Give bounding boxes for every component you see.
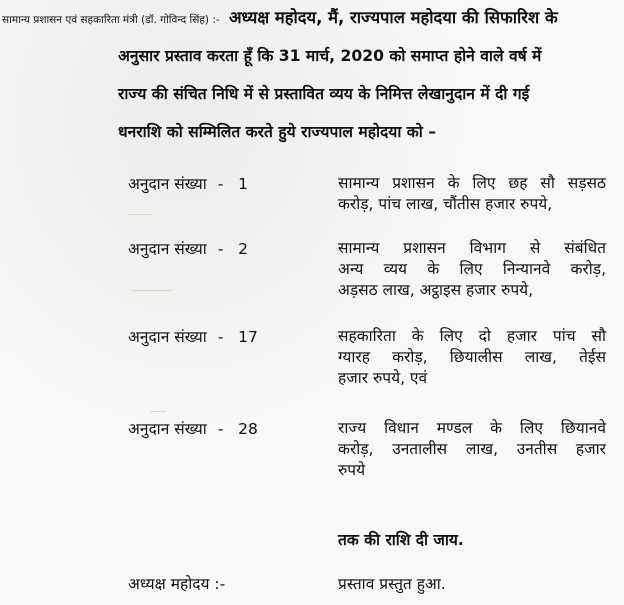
footer-statement: प्रस्ताव प्रस्तुत हुआ. [338,575,446,593]
grant-description-line: करोड़, उनतालीस लाख, उनतीस हजार [338,440,606,458]
grant-number: - 17 [217,328,258,346]
grant-number: - 1 [217,175,248,193]
grant-description [338,418,606,481]
grant-description-line: हजार रुपये, एवं [338,369,428,387]
grant-description-line: अड़सठ लाख, अट्ठाइस हजार रुपये, [338,281,534,299]
grant-description-line: सामान्य प्रशासन के लिए छह सौ सड़सठ [338,174,606,192]
grant-label [128,174,248,194]
intro-line-1 [2,8,558,30]
grant-description-line: सामान्य प्रशासन विभाग से संबंधित [338,239,606,257]
grant-description-line: रुपये [338,461,366,479]
grant-description-line: सहकारिता के लिए दो हजार पांच सौ [338,327,606,345]
grant-description-line: अन्य व्यय के लिए निन्यानवे करोड़, [338,260,606,278]
grant-label [128,327,258,347]
intro-line-2: अनुसार प्रस्ताव करता हूँ कि 31 मार्च, 2020 को समाप्त होने वाले वर्ष में [118,47,542,65]
intro-line-3: राज्य की संचित निधि में से प्रस्तावित व्यय के निमित्त लेखानुदान में दी गई [118,85,530,103]
grant-number: - 28 [217,420,258,438]
grant-label-text: अनुदान संख्या [128,175,207,193]
grant-description [338,238,606,301]
grant-description [338,173,606,215]
closing-line: तक की राशि दी जाय. [338,531,464,549]
grant-description-line: ग्यारह करोड़, छियालीस लाख, तेईस [338,348,606,366]
footer-speaker: अध्यक्ष महोदय :- [128,575,226,593]
grant-label [128,419,258,439]
speaker-name: सामान्य प्रशासन एवं सहकारिता मंत्री (डॉ. गोविन्द सिंह) :- [2,14,220,26]
grant-description [338,326,606,389]
bleed-through-mark: ─── [128,208,152,223]
intro-text: अध्यक्ष महोदय, मैं, राज्यपाल महोदया की सिफारिश के [228,8,558,27]
grant-number: - 2 [217,240,248,258]
grant-label-text: अनुदान संख्या [128,328,207,346]
intro-line-4: धनराशि को सम्मिलित करते हुये राज्यपाल महोदया को – [118,123,437,141]
grant-description-line: करोड़, पांच लाख, चौंतीस हजार रुपये, [338,195,553,213]
grant-label-text: अनुदान संख्या [128,240,207,258]
bleed-through-mark: ── [150,405,166,420]
bleed-through-mark: ───── [132,284,172,299]
grant-description-line: राज्य विधान मण्डल के लिए छियानवे [338,419,606,437]
grant-label-text: अनुदान संख्या [128,420,207,438]
grant-label [128,239,248,259]
